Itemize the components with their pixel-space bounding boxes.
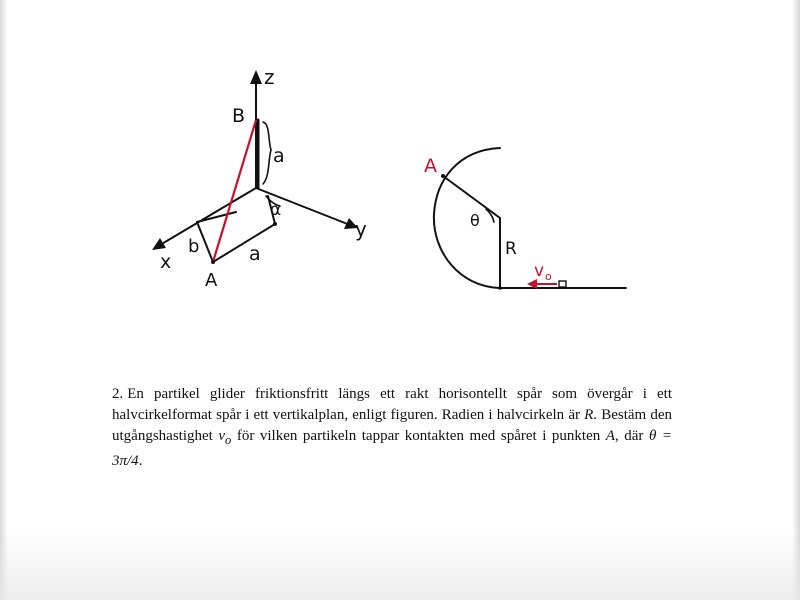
var-R: R — [584, 407, 594, 423]
var-v: v — [218, 428, 226, 444]
point-A-right — [441, 174, 445, 178]
figure-semicircle-track — [434, 148, 626, 288]
label-y: y — [355, 217, 367, 241]
x-arrowhead — [152, 238, 166, 250]
problem-text-4: , där — [614, 428, 649, 444]
label-v0: v — [534, 261, 545, 281]
label-A-right: A — [424, 155, 437, 177]
x-axis — [160, 188, 256, 245]
label-B: B — [232, 105, 246, 127]
var-v-sub: o — [225, 433, 232, 447]
particle-block — [559, 281, 566, 287]
problem-text-5: . — [138, 453, 143, 469]
condition: θ = 3π/4 — [112, 428, 673, 469]
figure-3d-axes — [152, 70, 358, 262]
label-A-left: A — [205, 270, 218, 291]
point-corner — [273, 222, 277, 226]
label-v0-sub: o — [545, 270, 552, 283]
problem-text-3: för vilken partikeln tappar kontakten med spåret i punkten — [231, 428, 606, 444]
brace-a-vertical — [263, 122, 271, 184]
point-A-left — [211, 260, 215, 264]
point-bottom — [498, 286, 502, 290]
bottom-shade — [0, 530, 800, 600]
problem-text-1: En partikel glider friktionsfritt längs ett rakt horisontellt spår som övergår i ett halvcirkelformat spår i ett vertikalplan, enligt figuren. Radien i halvcirkeln är — [112, 386, 672, 423]
label-R: R — [505, 239, 517, 259]
label-a-vertical: a — [273, 145, 285, 167]
problem-text — [112, 384, 672, 472]
problem-number: 2. — [112, 386, 124, 402]
label-z: z — [264, 65, 275, 89]
rect-side-top — [197, 212, 236, 222]
problem-text-2: . Bestäm den utgångshastighet — [112, 407, 672, 444]
semicircle-track — [434, 148, 500, 288]
var-A: A — [605, 428, 615, 444]
z-arrowhead — [250, 70, 262, 84]
label-x: x — [160, 251, 172, 273]
label-b: b — [188, 236, 200, 257]
label-alpha: α — [270, 200, 282, 220]
label-a-horizontal: a — [249, 243, 261, 265]
label-theta: θ — [470, 211, 480, 230]
